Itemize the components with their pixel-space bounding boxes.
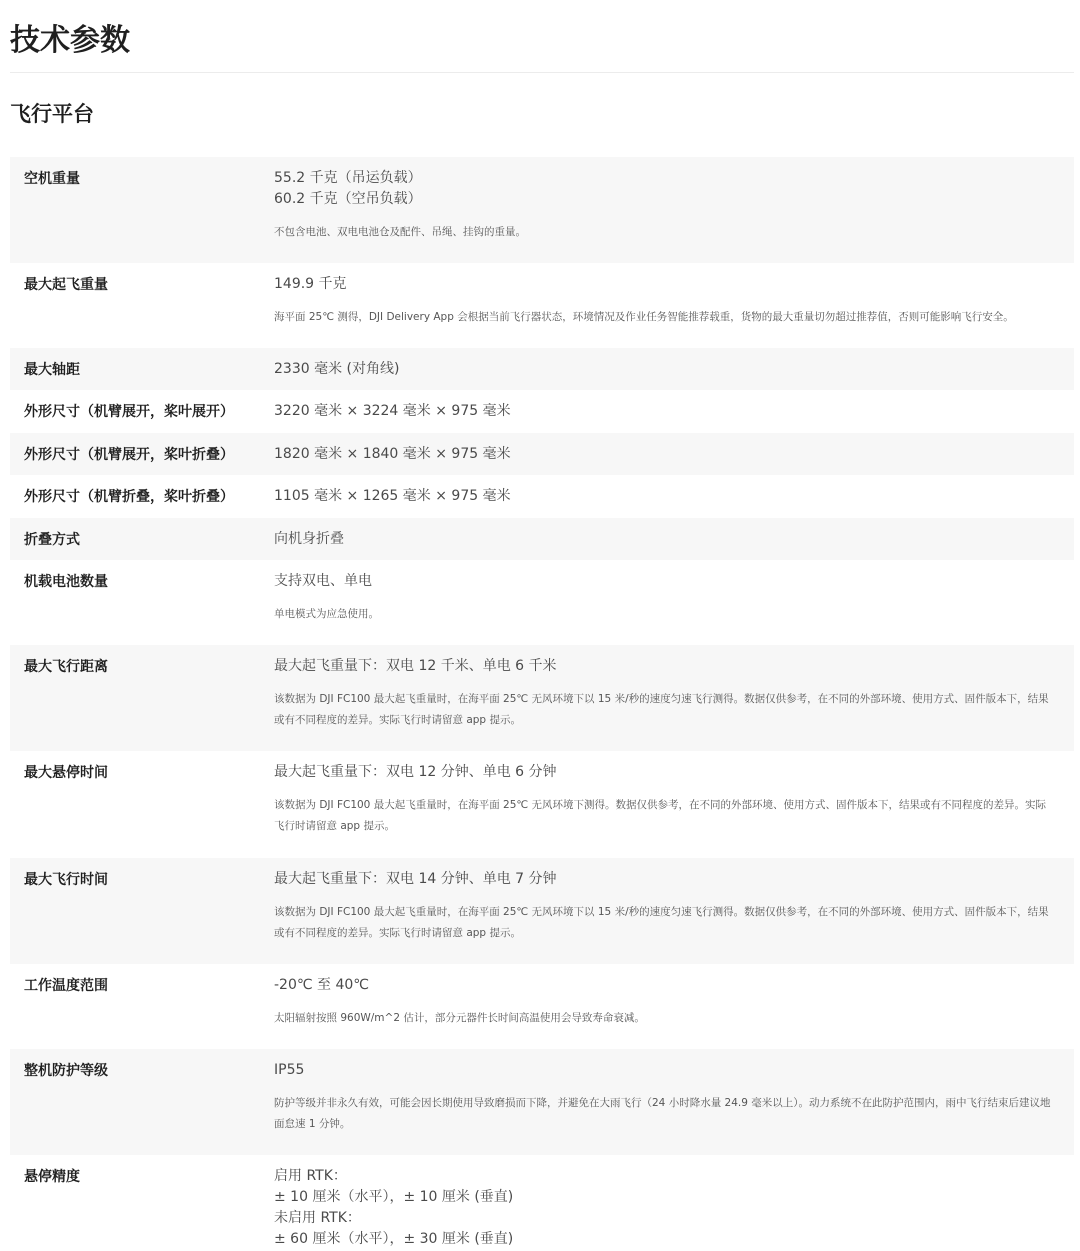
- spec-note: 单电模式为应急使用。: [274, 608, 379, 620]
- spec-note: 该数据为 DJI FC100 最大起飞重量时，在海平面 25℃ 无风环境下测得。数据仅供参考，在不同的外部环境、使用方式、固件版本下，结果或有不同程度的差异。实际飞行时请留意 app 提示。: [274, 799, 1047, 832]
- spec-value-line: ± 60 厘米（水平），± 30 厘米 (垂直): [274, 1231, 514, 1247]
- spec-label: 折叠方式: [24, 532, 80, 548]
- spec-row-hover-accuracy: [10, 1155, 1074, 1251]
- spec-value-line: -20℃ 至 40℃: [274, 977, 370, 993]
- spec-label: 外形尺寸（机臂展开，桨叶展开）: [24, 404, 234, 420]
- spec-label: 最大起飞重量: [24, 277, 108, 293]
- spec-value-line: 149.9 千克: [274, 276, 347, 292]
- spec-note: 太阳辐射按照 960W/m^2 估计，部分元器件长时间高温使用会导致寿命衰减。: [274, 1012, 645, 1024]
- spec-value: [274, 573, 1074, 645]
- spec-label: 工作温度范围: [24, 978, 108, 994]
- spec-row-max-takeoff-weight: [10, 263, 1074, 348]
- spec-label: 外形尺寸（机臂展开，桨叶折叠）: [24, 447, 234, 463]
- spec-value-line: 启用 RTK：: [274, 1168, 347, 1184]
- spec-value: [274, 764, 1074, 858]
- spec-value: [274, 276, 1074, 348]
- spec-row-max-flight-time: [10, 858, 1074, 964]
- spec-label: 最大飞行距离: [24, 659, 108, 675]
- spec-label: 整机防护等级: [24, 1063, 108, 1079]
- spec-value-line: 未启用 RTK：: [274, 1210, 361, 1226]
- spec-value: [274, 403, 1074, 433]
- spec-note: 防护等级并非永久有效，可能会因长期使用导致磨损而下降，并避免在大雨飞行（24 小时降水量 24.9 毫米以上）。动力系统不在此防护范围内，雨中飞行结束后建议地面怠速 1 分钟。: [274, 1097, 1051, 1130]
- spec-value-line: 最大起飞重量下：双电 12 千米、单电 6 千米: [274, 658, 557, 674]
- spec-row-battery-count: [10, 560, 1074, 645]
- spec-label: 最大轴距: [24, 362, 80, 378]
- spec-value-line: 最大起飞重量下：双电 14 分钟、单电 7 分钟: [274, 871, 557, 887]
- spec-note: 该数据为 DJI FC100 最大起飞重量时，在海平面 25℃ 无风环境下以 15 米/秒的速度匀速飞行测得。数据仅供参考，在不同的外部环境、使用方式、固件版本下，结果或有不同程度的差异。实际飞行时请留意 app 提示。: [274, 906, 1049, 939]
- spec-value: [274, 531, 1074, 560]
- spec-value: [274, 1168, 1074, 1251]
- spec-label: 悬停精度: [24, 1169, 80, 1185]
- spec-table: [10, 157, 1074, 1251]
- spec-value-line: IP55: [274, 1062, 305, 1078]
- spec-row-ingress-protection: [10, 1049, 1074, 1155]
- spec-label: 最大飞行时间: [24, 872, 108, 888]
- spec-label: 最大悬停时间: [24, 765, 108, 781]
- spec-row-folding-method: [10, 518, 1074, 560]
- spec-value: [274, 977, 1074, 1049]
- spec-label: 机载电池数量: [24, 574, 108, 590]
- spec-row-wheelbase: [10, 348, 1074, 390]
- spec-value: [274, 1062, 1074, 1155]
- spec-value-line: 60.2 千克（空吊负载）: [274, 191, 422, 207]
- page-title: 技术参数: [10, 23, 130, 58]
- spec-value-line: 1820 毫米 × 1840 毫米 × 975 毫米: [274, 446, 511, 462]
- spec-value: [274, 871, 1074, 964]
- spec-note: 不包含电池、双电电池仓及配件、吊绳、挂钩的重量。: [274, 226, 526, 238]
- spec-row-dimensions-unfolded: [10, 390, 1074, 433]
- spec-label: 空机重量: [24, 171, 80, 187]
- spec-note: 该数据为 DJI FC100 最大起飞重量时，在海平面 25℃ 无风环境下以 15 米/秒的速度匀速飞行测得。数据仅供参考，在不同的外部环境、使用方式、固件版本下，结果或有不同程度的差异。实际飞行时请留意 app 提示。: [274, 693, 1049, 726]
- spec-value: [274, 658, 1074, 751]
- spec-row-dimensions-props-folded: [10, 433, 1074, 475]
- spec-row-max-hover-time: [10, 751, 1074, 858]
- spec-value: [274, 446, 1074, 475]
- spec-value: [274, 488, 1074, 518]
- spec-value: [274, 170, 1074, 263]
- spec-row-empty-weight: [10, 157, 1074, 263]
- spec-value-line: 55.2 千克（吊运负载）: [274, 170, 422, 186]
- spec-value-line: 1105 毫米 × 1265 毫米 × 975 毫米: [274, 488, 511, 504]
- spec-value-line: 支持双电、单电: [274, 573, 372, 589]
- spec-label: 外形尺寸（机臂折叠，桨叶折叠）: [24, 489, 234, 505]
- spec-value-line: 最大起飞重量下：双电 12 分钟、单电 6 分钟: [274, 764, 557, 780]
- title-divider: [10, 72, 1074, 73]
- spec-row-operating-temperature: [10, 964, 1074, 1049]
- spec-row-dimensions-folded: [10, 475, 1074, 518]
- spec-value-line: 3220 毫米 × 3224 毫米 × 975 毫米: [274, 403, 511, 419]
- spec-value-line: ± 10 厘米（水平），± 10 厘米 (垂直): [274, 1189, 514, 1205]
- spec-value-line: 向机身折叠: [274, 531, 344, 547]
- spec-value: [274, 361, 1074, 390]
- spec-note: 海平面 25℃ 测得，DJI Delivery App 会根据当前飞行器状态，环境情况及作业任务智能推荐载重，货物的最大重量切勿超过推荐值，否则可能影响飞行安全。: [274, 311, 1014, 323]
- spec-value-line: 2330 毫米 (对角线): [274, 361, 400, 377]
- section-title: 飞行平台: [10, 102, 94, 126]
- spec-row-max-flight-distance: [10, 645, 1074, 751]
